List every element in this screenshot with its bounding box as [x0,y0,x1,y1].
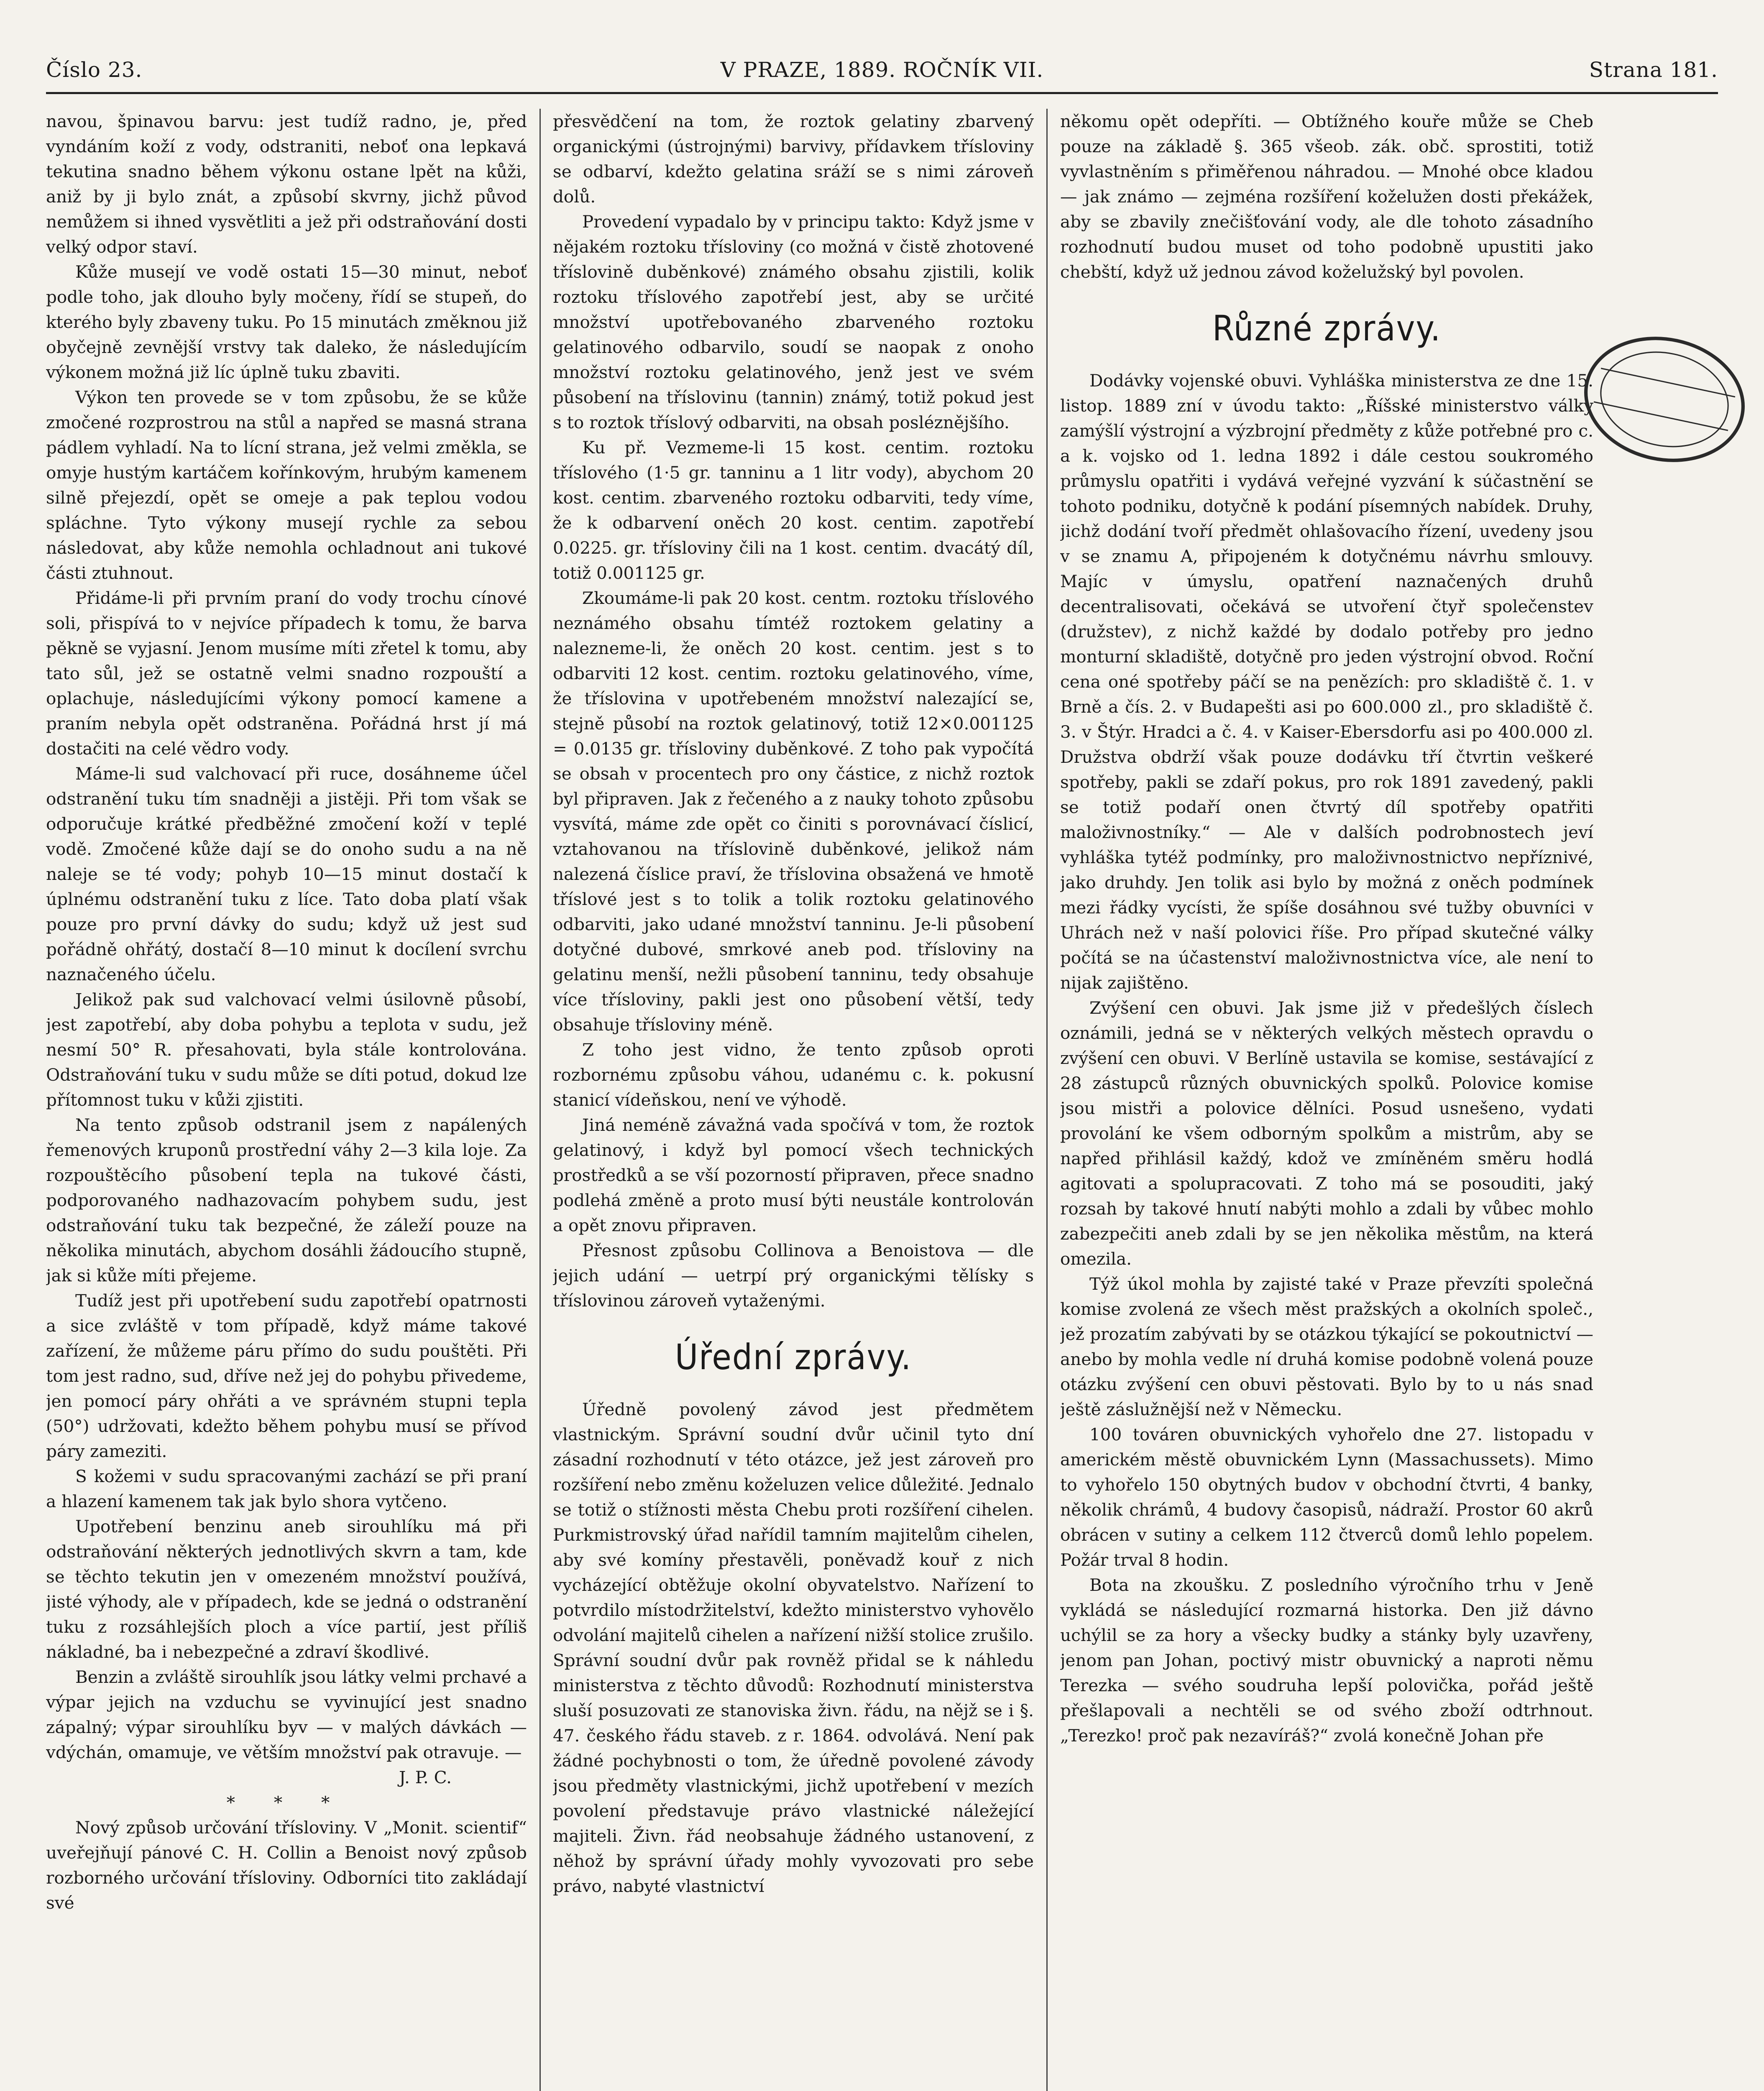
section-separator: * * * [226,1792,347,1812]
page-header [46,49,1718,87]
paragraph: Přidáme-li při prvním praní do vody trochu cínové soli, přispívá to v nejvíce případech k tomu, že barva pěkně se vyjasní. Jenom musíme míti zřetel k tomu, aby tato sůl, jež se ostatně velmi snadno rozpouští a oplachuje, následujícími výkony pomocí kamene a praním nebyla opět odstraněna. Pořádná hrst jí má dostačiti na celé vědro vody. [46,588,527,759]
page-number: Strana 181. [1589,58,1718,82]
paragraph: Jelikož pak sud valchovací velmi úsilovně působí, jest zapotřebí, aby doba pohybu a teplota v sudu, jež nesmí 50° R. přesahovati, byla stále kontrolována. Odstraňování tuku v sudu může se díti potud, dokud lze přítomnost tuku v kůži zjistiti. [46,989,527,1110]
news-item: 100 továren obuvnických vyhořelo dne 27. listopadu v americkém městě obuvnickém Lynn (Massachussets). Mimo to vyhořelo 150 obytných budov v obchodní čtvrti, 4 banky, několik chrámů, 4 budovy časopisů, nádraží. Prostor 60 akrů obrácen v sutiny a celkem 112 čtverců domů lehlo popelem. Požár trval 8 hodin. [1060,1424,1593,1570]
paragraph: Upotřebení benzinu aneb sirouhlíku má při odstraňování některých jednotlivých skvrn a tam, kde se těchto tekutin jen v omezeném množství používá, jisté výhody, ale v případech, kde se jedná o odstranění tuku z rozsáhlejších ploch a více partií, jest příliš nákladné, ba i nebezpečné a zdraví škodlivé. [46,1516,527,1662]
section-title-various-news: Různé zprávy. [1212,308,1442,349]
column-divider-left [539,109,541,2091]
paragraph: Zkoumáme-li pak 20 kost. centm. roztoku tříslového neznámého obsahu tímtéž roztokem gelatiny a nalezneme-li, že oněch 20 kost. centim. jest s to odbarviti 12 kost. centim. roztoku gelatinového, víme, že tříslovina v upotřebeném množství nalezající se, stejně působí na roztok gelatinový, totiž 12×0.001125 = 0.0135 gr. třísloviny duběnkové. Z toho pak vypočítá se obsah v procentech pro ony částice, z nichž roztok byl připraven. Jak z řečeného a z nauky tohoto způsobu vysvítá, máme zde opět co činiti s porovnávací číslicí, vztahovanou na tříslovině duběnkové, jelikož nám nalezená číslice praví, že tříslovina obsažená ve hmotě tříslové jest s to tolik a tolik roztoku gelatinového odbarviti, jako udané množství tanninu. Je-li působení dotyčné dubové, smrkové aneb pod. třísloviny na gelatinu menší, nežli působení tanninu, tedy obsahuje více třísloviny, pakli jest ono působení větší, tedy obsahuje třísloviny méně. [553,588,1034,1035]
place-year-volume: V PRAZE, 1889. ROČNÍK VII. [720,58,1044,82]
paragraph: Přesnost způsobu Collinova a Benoistova — dle jejich udání — uetrpí prý organickými tělísky s tříslovinou zároveň vytaženými. [553,1240,1034,1311]
column-2 [553,109,1034,2091]
news-item: Bota na zkoušku. Z posledního výročního trhu v Jeně vykládá se následující rozmarná historka. Den již dávno uchýlil se za hory a všecky budky a stánky byly uzavřeny, jenom pan Johan, poctivý mistr obuvnický a naproti němu Terezka — svého soudruha lepší polovička, pořád ještě přešlapovali a nechtěli se od svého zboží odtrhnout. „Terezko! proč pak nezavíráš?“ zvolá konečně Johan pře [1060,1575,1593,1746]
paragraph: navou, špinavou barvu: jest tudíž radno, je, před vyndáním koží z vody, odstraniti, neboť ona lepkavá tekutina snadno během výkonu ostane lpět na kůži, aniž by ji bylo znát, a způsobí skvrny, jichž původ nemůžem si ihned vysvětliti a jež při odstraňování dosti velký odpor staví. [46,111,527,257]
paragraph: Kůže musejí ve vodě ostati 15—30 minut, neboť podle toho, jak dlouho byly močeny, řídí se stupeň, do kterého byly zbaveny tuku. Po 15 minutách změknou již obyčejně zevnější vrstvy tak daleko, že následujícím výkonem možná již líc úplně tuku zbaviti. [46,262,527,382]
paragraph: přesvědčení na tom, že roztok gelatiny zbarvený organickými (ústrojnými) barvivy, přídavkem třísloviny se odbarví, kdežto gelatina sráží se s nimi zároveň dolů. [553,111,1034,207]
paragraph: Máme-li sud valchovací při ruce, dosáhneme účel odstranění tuku tím snadněji a jistěji. Při tom však se odporučuje krátké předběžné zmočení koží v teplé vodě. Zmočené kůže dají se do onoho sudu a na ně naleje se té vody; pohyb 10—15 minut dostačí k úplnému odstranění tuku z líce. Tato doba platí však pouze pro první dávky do sudu; když už jest sud pořádně ohřátý, dostačí 8—10 minut k docílení svrchu naznačeného účelu. [46,764,527,984]
paragraph: Jiná neméně závažná vada spočívá v tom, že roztok gelatinový, i když byl pomocí všech technických prostředků a se vší pozorností připraven, přece snadno podlehá změně a proto musí býti neustále kontrolován a opět znovu připraven. [553,1115,1034,1235]
news-item: Dodávky vojenské obuvi. Vyhláška ministerstva ze dne 15. listop. 1889 zní v úvodu takto: „Říšské ministerstvo války zamýšlí výstrojní a výzbrojní předměty z kůže potřebné pro c. a k. vojsko od 1. ledna 1892 i dále cestou soukromého průmyslu opatřiti i vydává veřejné vyzvání k súčastnění se tohoto podniku, dotyčně k podání písemných nabídek. Druhy, jichž dodání tvoří předmět ohlašovacího řízení, uvedeny jsou v se znamu A, připojeném k dotyčnému návrhu smlouvy. Majíc v úmyslu, opatření naznačených druhů decentralisovati, očekává se utvoření čtyř společenstev (družstev), z nichž každé by dodalo potřeby pro jedno monturní skladiště, dotyčně pro jeden výstrojní obvod. Roční cena oné spotřeby páčí se na penězích: pro skladiště č. 1. v Brně a čís. 2. v Budapešti asi po 600.000 zl., pro skladiště č. 3. v Štýr. Hradci a č. 4. v Kaiser-Ebersdorfu asi po 400.000 zl. Družstva obdrží však pouze dodávku tří čtvrtin veškeré spotřeby, pakli se zdaří pokus, pro rok 1891 zavedený, pakli se totiž podaří onen čtvrtý díl spotřeby opatřiti maloživnostníky.“ — Ale v dalších podrobnostech jeví vyhláška tytéž podmínky, pro maloživnostnictvo nepříznivé, jako druhdy. Jen tolik asi bylo by možná z oněch podmínek mezi řádky vycísti, že spíše dosáhnou své tužby obuvníci v Uhrách než v naší polovici říše. Pro případ skutečné války počítá se na účastenství maloživnostnictva více, ale není to nijak zajištěno. [1060,371,1593,993]
paragraph: S kožemi v sudu spracovanými zachází se při praní a hlazení kamenem tak jak bylo shora vytčeno. [46,1466,527,1511]
news-item: Týž úkol mohla by zajisté také v Praze převzíti společná komise zvolená ze všech měst pražských a okolních společ., jež prozatím zabývati by se otázkou týkající se pokoutnictví — anebo by mohla vedle ní druhá komise podobně volená pouze otázku zvýšení cen obuvi pěstovati. Bylo by to u nás snad ještě záslužnější než v Německu. [1060,1274,1593,1419]
library-stamp [1566,314,1763,485]
author-signature: J. P. C. [399,1767,452,1787]
paragraph: Z toho jest vidno, že tento způsob oproti rozbornému způsobu váhou, udanému c. k. pokusní stanicí vídeňskou, není ve výhodě. [553,1040,1034,1110]
paragraph: Na tento způsob odstranil jsem z napálených řemenových kruponů prostřední váhy 2—3 kila loje. Za rozpouštěcího působení tepla na tukové části, podporovaného nadhazovacím pohybem sudu, jest odstraňování tuku tak bezpečné, že záleží pouze na několika minutách, abychom dosáhli žádoucího stupně, jak si kůže míti přejeme. [46,1115,527,1286]
column-3 [1060,109,1593,2091]
article-official: Úředně povolený závod jest předmětem vlastnickým. Správní soudní dvůr učinil tyto dní zásadní rozhodnutí v této otázce, jež jest zároveň pro rozšíření nebo změnu koželuzen velice důležité. Jednalo se totiž o stížnosti města Chebu proti rozšíření cihelen. Purkmistrovský úřad nařídil tamním majitelům cihelen, aby své komíny přestavěli, poněvadž kouř z nich vycházející obtěžuje okolní obyvatelstvo. Nařízení to potvrdilo místodržitelství, kdežto ministerstvo vyhovělo odvolání majitelů cihelen a nařízení nižší stolice zrušilo. Správní soudní dvůr pak rovněž přidal se k náhledu ministerstva z těchto důvodů: Rozhodnutí ministerstva sluší posuzovati ze stanoviska živn. řádu, na nějž se i §. 47. českého řádu staveb. z r. 1864. odvolává. Není pak žádné pochybnosti o tom, že úředně povolené závody jsou předměty vlastnickými, jichž upotřebení v mezích povolení představuje právo vlastnické náležející majiteli. Živn. řád neobsahuje žádného ustanovení, z něhož by správní úřady mohly vyvozovati pro sebe právo, nabyté vlastnictví [553,1399,1034,1896]
paragraph: někomu opět odepříti. — Obtížného kouře může se Cheb pouze na základě §. 365 všeob. zák. obč. sprostiti, totiž vyvlastněním s přiměřenou náhradou. — Mnohé obce kladou — jak známo — zejména rozšíření koželužen dosti překážek, aby se zbavily znečišťování vody, ale dle tohoto zásadního rozhodnutí budou muset od toho podobně upustiti jako chebští, když už jednou závod koželužský byl povolen. [1060,111,1593,282]
news-item: Zvýšení cen obuvi. Jak jsme již v předešlých číslech oznámili, jedná se v některých velkých městech opravdu o zvýšení cen obuvi. V Berlíně ustavila se komise, sestávající z 28 zástupců různých obuvnických spolků. Polovice komise jsou mistři a polovice dělníci. Posud usnešeno, vydati provolání ke všem odborným spolkům a mistrům, aby se napřed přihlásil každý, kdož ve zmíněném směru hodlá agitovati a spolupracovati. Z toho má se posouditi, jaký rozsah by takové hnutí nabýti mohlo a zdali by vůbec mohlo zabezpečiti aneb zdali by se jen několika městům, na která omezila. [1060,998,1593,1269]
paragraph: Provedení vypadalo by v principu takto: Když jsme v nějakém roztoku třísloviny (co možná v čistě zhotovené tříslovině duběnkové) známého obsahu zjistili, kolik roztoku tříslového zapotřebí jest, aby se určité množství upotřebovaného zbarveného roztoku gelatinového odbarvilo, soudí se naopak z onoho množství roztoku gelatinového, jenž jest ve svém působení na tříslovinu (tannin) známý, totiž pokud jest s to roztok tříslový odbarviti, na obsah posléznějšího. [553,212,1034,432]
paragraph: Výkon ten provede se v tom způsobu, že se kůže zmočené rozprostrou na stůl a napřed se masná strana pádlem vyhladí. Na to lícní strana, jež velmi změkla, se omyje hustým kartáčem kořínkovým, hrubým kamenem silně přejezdí, opět se omeje a pak teplou vodou spláchne. Tyto výkony musejí rychle za sebou následovat, aby kůže nemohla ochladnout ani tukové části ztuhnout. [46,387,527,583]
issue-number: Číslo 23. [46,58,143,82]
section-title-official-news: Úřední zprávy. [675,1337,912,1378]
article-new-method: Nový způsob určování třísloviny. V „Monit. scientif“ uveřejňují pánové C. H. Collin a Benoist nový způsob rozborného určování třísloviny. Odborníci tito zakládají své [46,1817,527,1913]
paragraph: Ku př. Vezmeme-li 15 kost. centim. roztoku tříslového (1·5 gr. tanninu a 1 litr vody), abychom 20 kost. centim. zbarveného roztoku odbarviti, tedy víme, že k odbarvení oněch 20 kost. centim. zapotřebí 0.0225. gr. třísloviny čili na 1 kost. centim. dvacátý díl, totiž 0.001125 gr. [553,437,1034,583]
column-divider-right [1046,109,1048,2091]
paragraph: Tudíž jest při upotřebení sudu zapotřebí opatrnosti a sice zvláště v tom případě, když máme takové zařízení, že můžeme páru přímo do sudu pouštěti. Při tom jest radno, sud, dříve než jej do pohybu přivedeme, jen pomocí páry ohřáti a ve správném stupni tepla (50°) udržovati, kdežto během pohybu musí se přívod páry zameziti. [46,1291,527,1461]
column-1 [46,109,527,2091]
header-rule [46,92,1718,94]
paragraph: Benzin a zvláště sirouhlík jsou látky velmi prchavé a výpar jejich na vzduchu se vyvinující jest snadno zápalný; výpar sirouhlíku byv — v malých dávkách — vdýchán, omamuje, ve větším množství pak otravuje. — [46,1667,527,1762]
stamp-icon [1566,314,1763,485]
